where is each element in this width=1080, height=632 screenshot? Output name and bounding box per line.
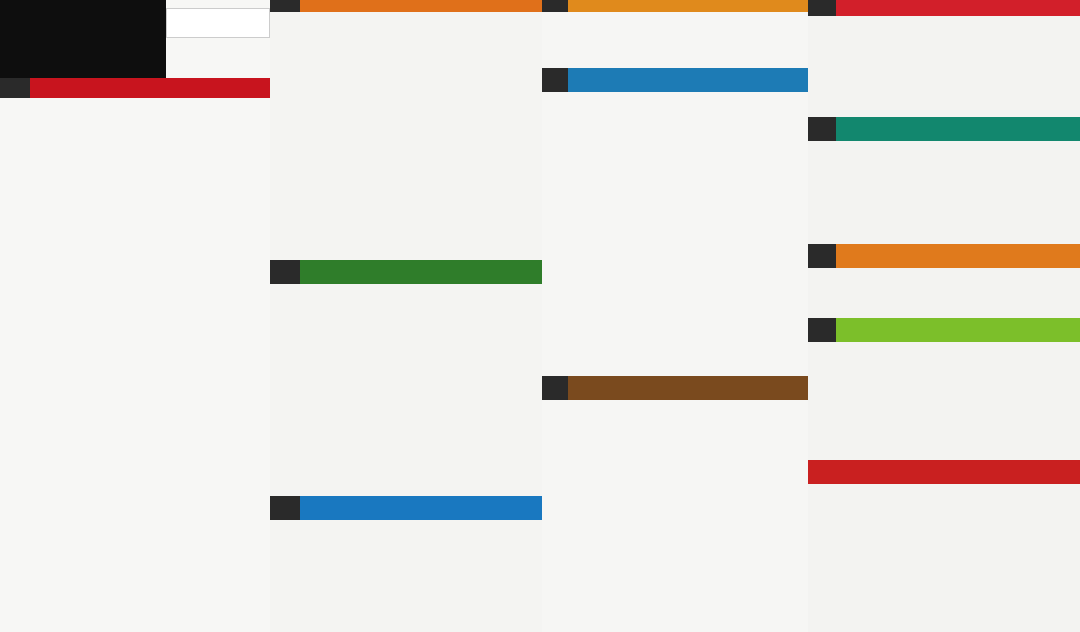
- menu-page-1: [0, 0, 270, 632]
- beer-sake-list: [808, 484, 1080, 632]
- sashimi-list: [570, 94, 802, 346]
- menu-page-3: [542, 0, 808, 632]
- maki-list: [302, 524, 540, 608]
- gunkan-list: [302, 287, 540, 483]
- section-header-seared: [300, 0, 542, 12]
- handroll-list: [570, 402, 802, 614]
- don-list: [840, 142, 1080, 234]
- section-header-gunkan: [300, 260, 542, 284]
- menu-page-4: [808, 0, 1080, 632]
- drink-list: [840, 344, 1080, 458]
- section-header-sashimi: [568, 68, 808, 92]
- section-header-beer: [808, 460, 1080, 484]
- section-header-snack: [836, 244, 1080, 268]
- seared-list: [302, 18, 540, 243]
- section-header-drink: [836, 318, 1080, 342]
- order-tag: [808, 117, 838, 141]
- order-tag: [270, 0, 300, 12]
- section-header-sushi: [30, 78, 270, 98]
- section-header-handroll: [568, 376, 808, 400]
- menu-page-2: [270, 0, 542, 632]
- section-header-maki: [300, 496, 542, 520]
- section-header-don: [836, 117, 1080, 141]
- restaurant-logo: [0, 0, 166, 78]
- section-header-special: [568, 0, 808, 12]
- sushi-list: [26, 100, 264, 614]
- order-tag: [808, 0, 838, 16]
- section-header-platter: [836, 0, 1080, 16]
- order-tag: [270, 496, 300, 520]
- order-tag: [270, 260, 300, 284]
- order-tag: [808, 244, 838, 268]
- snack-list: [840, 270, 1080, 302]
- order-tag: [0, 78, 30, 98]
- platter-list: [840, 20, 1080, 96]
- table-number-field[interactable]: [166, 8, 270, 38]
- special-list: [570, 20, 802, 54]
- order-tag: [808, 318, 838, 342]
